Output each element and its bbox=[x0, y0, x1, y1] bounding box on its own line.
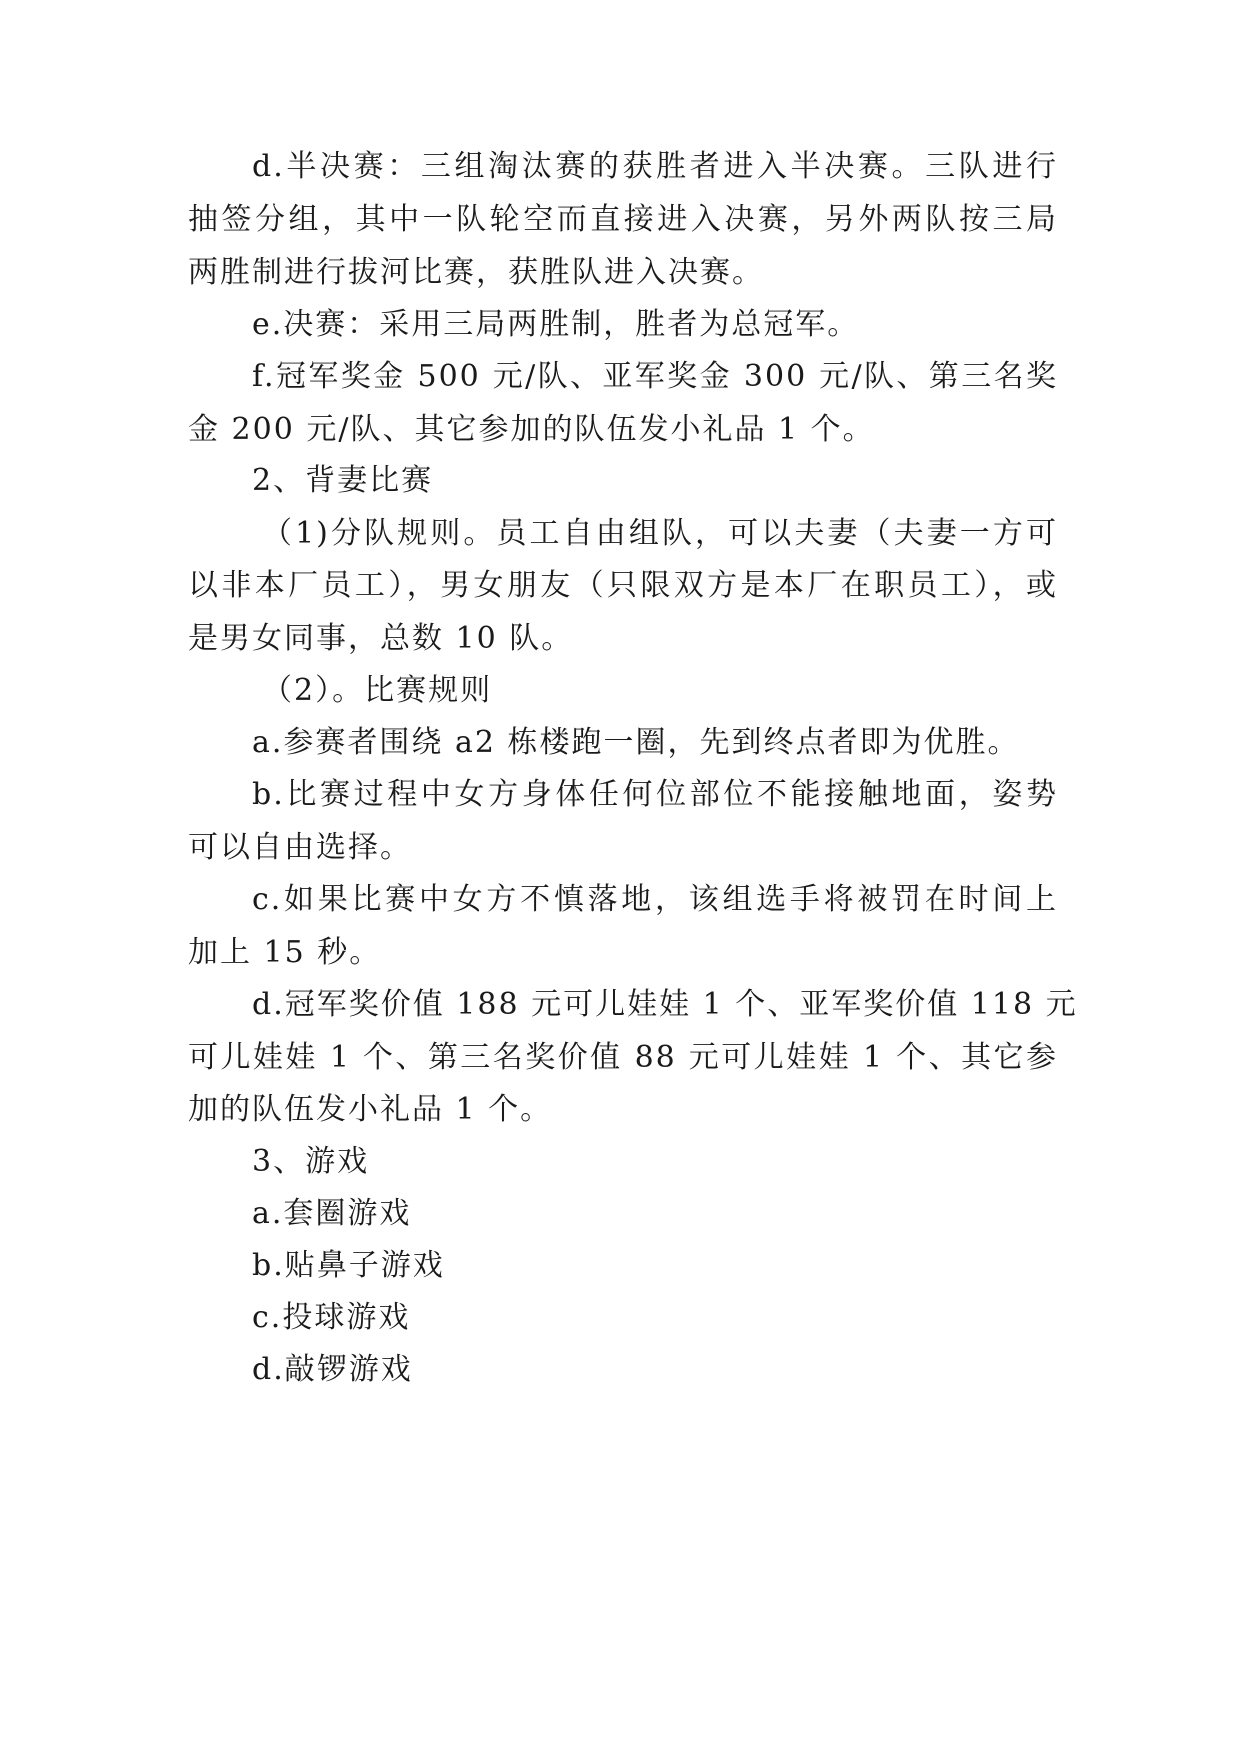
text-line: f.冠军奖金 500 元/队、亚军奖金 300 元/队、第三名奖 bbox=[252, 359, 1058, 394]
text-line: 两胜制进行拔河比赛，获胜队进入决赛。 bbox=[188, 255, 764, 290]
text-line: 是男女同事，总数 10 队。 bbox=[188, 621, 574, 656]
list-item: c.投球游戏 bbox=[252, 1300, 411, 1335]
section-heading: 2、背妻比赛 bbox=[252, 463, 434, 498]
text-line: b.比赛过程中女方身体任何位部位不能接触地面，姿势 bbox=[252, 777, 1058, 812]
text-line: （1)分队规则。员工自由组队，可以夫妻（夫妻一方可 bbox=[262, 516, 1058, 551]
subsection-heading: （2）。比赛规则 bbox=[262, 673, 493, 708]
list-item: a.套圈游戏 bbox=[252, 1196, 412, 1231]
text-line: 以非本厂员工），男女朋友（只限双方是本厂在职员工），或 bbox=[188, 568, 1058, 603]
text-line: a.参赛者围绕 a2 栋楼跑一圈，先到终点者即为优胜。 bbox=[252, 725, 1020, 760]
text-line: e.决赛：采用三局两胜制，胜者为总冠军。 bbox=[252, 307, 860, 342]
text-line: 加的队伍发小礼品 1 个。 bbox=[188, 1092, 553, 1127]
text-line: c.如果比赛中女方不慎落地，该组选手将被罚在时间上 bbox=[252, 882, 1058, 917]
list-item: d.敲锣游戏 bbox=[252, 1352, 413, 1387]
text-line: 加上 15 秒。 bbox=[188, 935, 382, 970]
section-heading: 3、游戏 bbox=[252, 1144, 370, 1179]
text-line: 可以自由选择。 bbox=[188, 830, 412, 865]
text-line: 抽签分组，其中一队轮空而直接进入决赛，另外两队按三局 bbox=[188, 202, 1058, 237]
list-item: b.贴鼻子游戏 bbox=[252, 1248, 445, 1283]
text-line: 金 200 元/队、其它参加的队伍发小礼品 1 个。 bbox=[188, 412, 875, 447]
text-line: 可儿娃娃 1 个、第三名奖价值 88 元可儿娃娃 1 个、其它参 bbox=[188, 1040, 1058, 1075]
text-line: d.冠军奖价值 188 元可儿娃娃 1 个、亚军奖价值 118 元 bbox=[252, 987, 1078, 1022]
text-line: d.半决赛：三组淘汰赛的获胜者进入半决赛。三队进行 bbox=[252, 149, 1058, 184]
